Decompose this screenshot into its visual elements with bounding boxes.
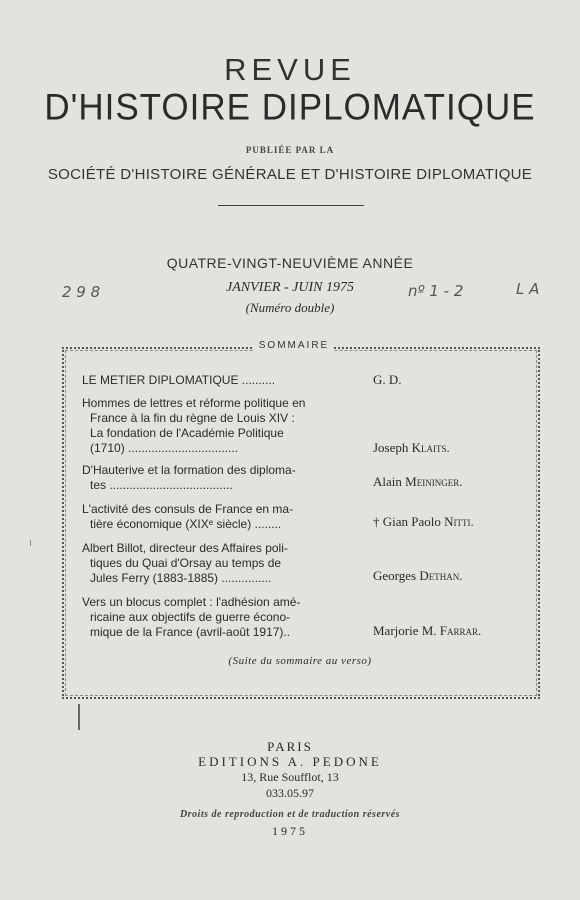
publication-year: 1975 [272, 824, 308, 838]
handwritten-note-right: L A [516, 280, 540, 298]
publisher-city: PARIS [267, 739, 313, 754]
author-surname: Klaits. [411, 440, 450, 455]
entry-title-line: mique de la France (avril-août 1917).. [90, 625, 291, 639]
entry-title-line: LE METIER DIPLOMATIQUE .......... [82, 373, 276, 387]
margin-mark [78, 704, 80, 730]
contents-label: SOMMAIRE [254, 340, 334, 351]
author-name: Joseph [373, 440, 412, 455]
entry-author [373, 372, 402, 388]
publisher-address: 13, Rue Soufflot, 13 [241, 770, 339, 784]
entry-title-line: Albert Billot, directeur des Affaires poli- [82, 541, 288, 555]
publisher-name: EDITIONS A. PEDONE [198, 754, 382, 769]
author-name: G. D. [373, 372, 402, 387]
author-name: Alain [373, 474, 406, 489]
journal-title: D'HISTOIRE DIPLOMATIQUE [44, 87, 536, 128]
contents-continued-note: (Suite du sommaire au verso) [228, 655, 372, 667]
entry-author [373, 514, 474, 530]
entry-title-line: D'Hauterive et la formation des diploma- [82, 463, 296, 477]
entry-author [373, 623, 481, 639]
author-surname: Nitti. [444, 514, 474, 529]
rights-notice: Droits de reproduction et de traduction réservés [179, 809, 401, 820]
author-surname: Meininger. [405, 474, 463, 489]
entry-title-line: La fondation de l'Académie Politique [90, 426, 284, 440]
entry-author [373, 440, 450, 456]
society-name: SOCIÉTÉ D'HISTOIRE GÉNÉRALE ET D'HISTOIRE DIPLOMATIQUE [47, 166, 533, 183]
margin-speck [30, 540, 31, 546]
entry-title-line: tes ..................................... [90, 478, 233, 492]
entry-title-line: tière économique (XIXᵉ siècle) ........ [90, 517, 282, 531]
publisher-phone: 033.05.97 [266, 786, 314, 800]
contents-entry [82, 541, 358, 586]
author-surname: Dethan. [419, 568, 463, 583]
entry-title-line: L'activité des consuls de France en ma- [82, 502, 294, 516]
issue-number: (Numéro double) [245, 300, 335, 315]
revue-heading: REVUE [224, 52, 356, 87]
contents-entry [82, 595, 358, 640]
title-divider [218, 205, 364, 206]
entry-title-line: (1710) ................................. [90, 441, 239, 455]
entry-title-line: ricaine aux objectifs de guerre écono- [90, 610, 291, 624]
volume-year: QUATRE-VINGT-NEUVIÈME ANNÉE [166, 255, 414, 271]
author-name: Marjorie M. [373, 623, 440, 638]
entry-title-line: Hommes de lettres et réforme politique en [82, 396, 306, 410]
contents-entry [82, 502, 358, 532]
issue-dates: JANVIER - JUIN 1975 [226, 280, 354, 295]
contents-entry [82, 396, 358, 456]
handwritten-note-middle: nº 1 - 2 [408, 282, 464, 300]
entry-title-line: Vers un blocus complet : l'adhésion amé- [82, 595, 301, 609]
entry-author [373, 568, 462, 584]
contents-entry [82, 373, 358, 388]
published-by: PUBLIÉE PAR LA [245, 145, 335, 155]
entry-title-line: Jules Ferry (1883-1885) ............... [90, 571, 272, 585]
entry-title-line: tiques du Quai d'Orsay au temps de [90, 556, 282, 570]
entry-title-line: France à la fin du règne de Louis XIV : [90, 411, 295, 425]
author-surname: Farrar. [439, 623, 482, 638]
handwritten-note-left: 2 9 8 [62, 283, 101, 301]
author-name: Georges [373, 568, 420, 583]
contents-entry [82, 463, 358, 493]
entry-author [373, 474, 462, 490]
author-name: † Gian Paolo [373, 514, 445, 529]
